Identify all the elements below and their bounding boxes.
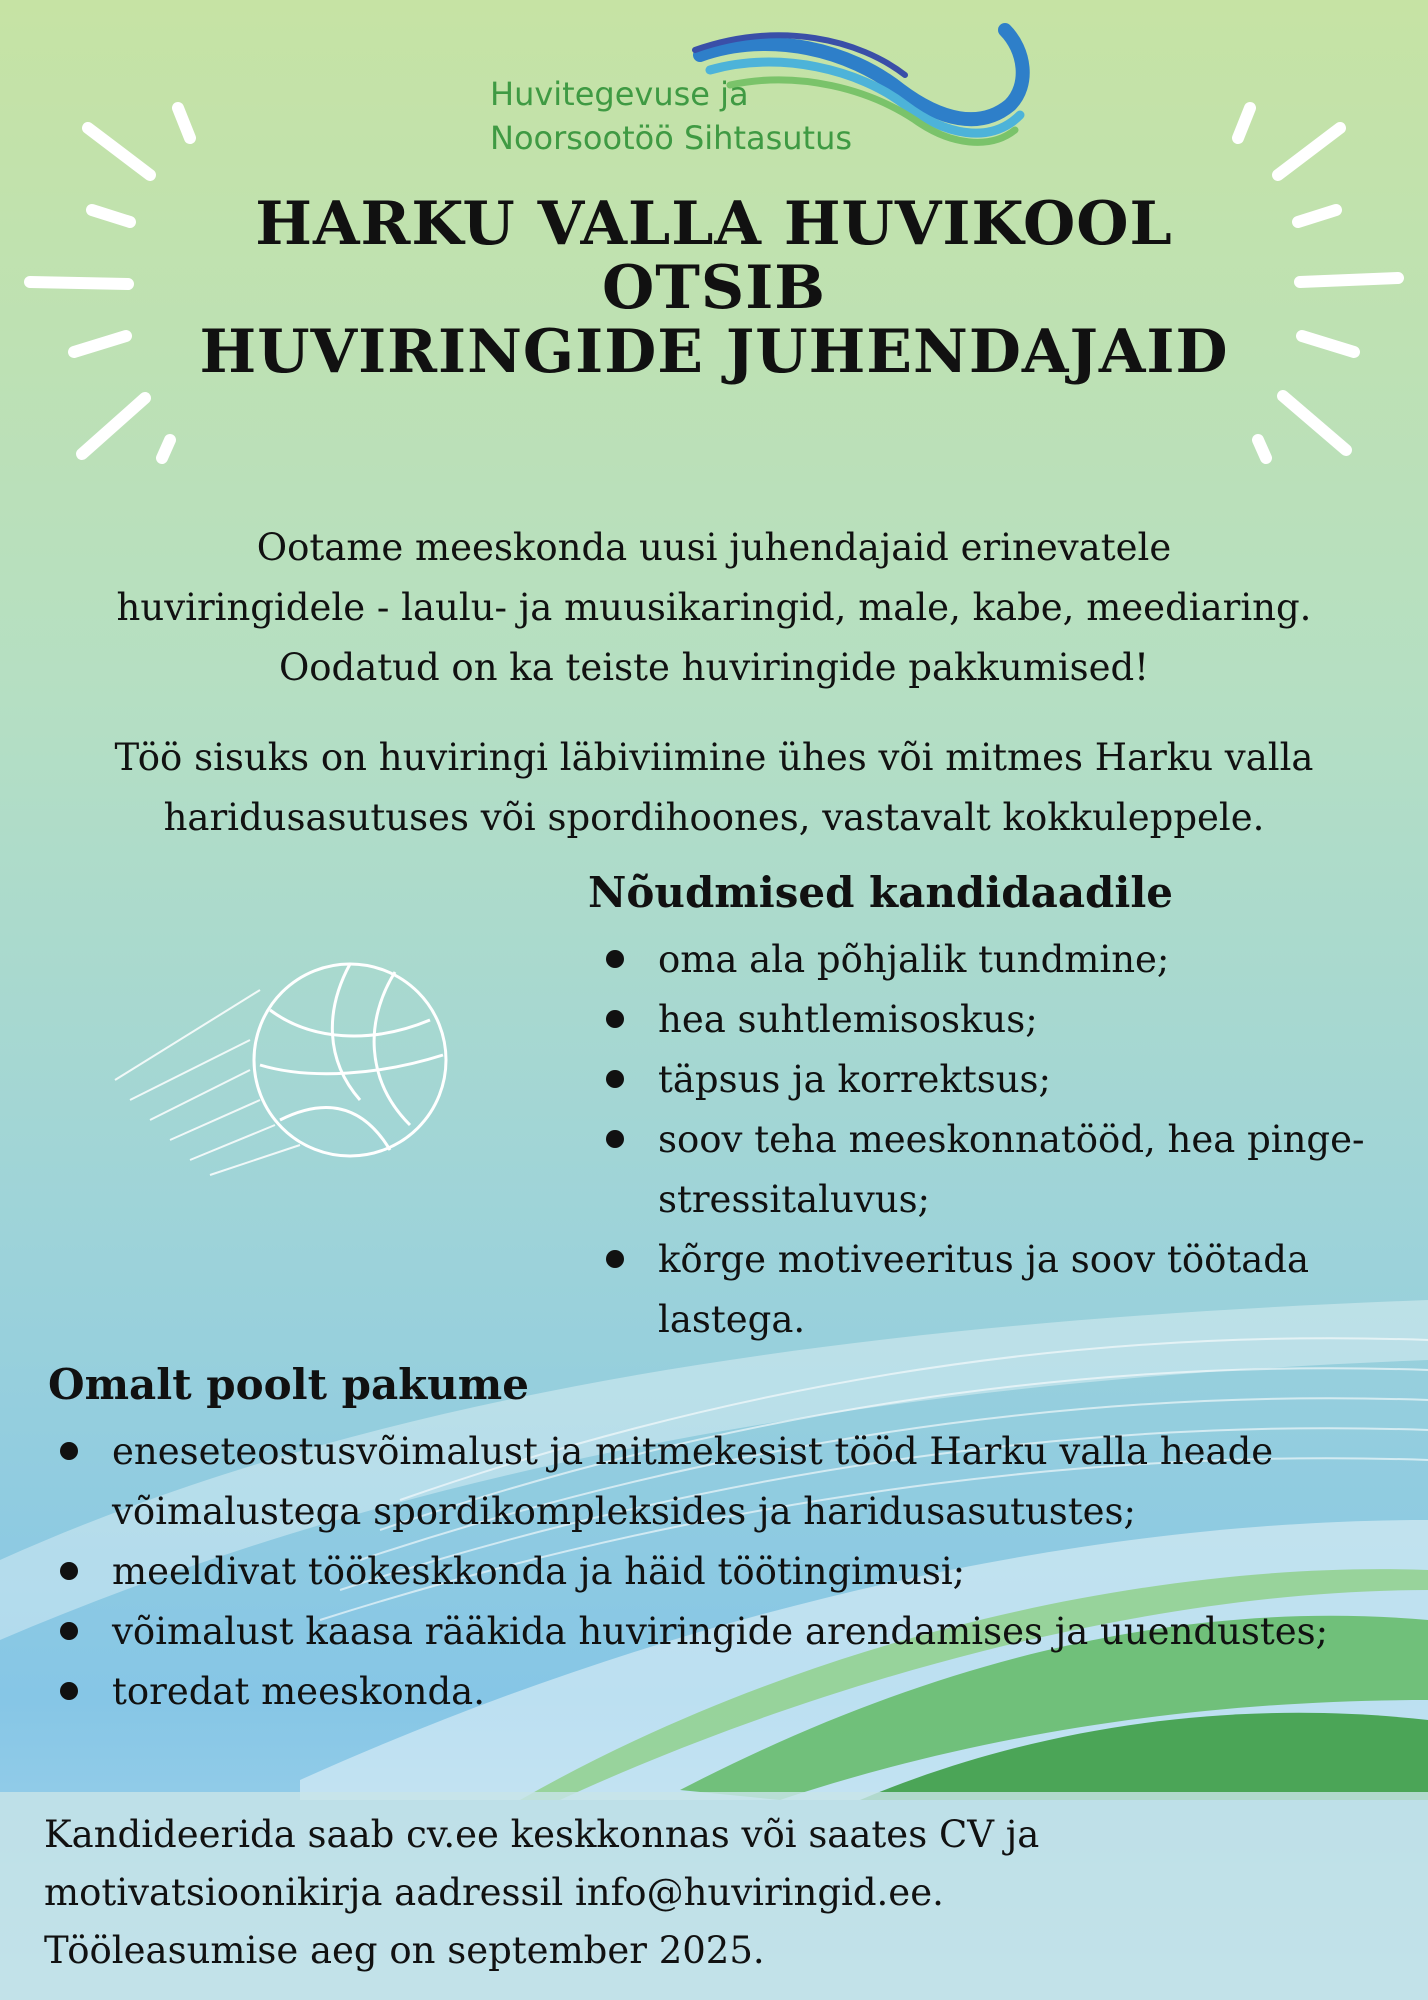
list-item: kõrge motiveeritus ja soov töötada lastega.	[600, 1230, 1420, 1350]
list-item: oma ala põhjalik tundmine;	[600, 930, 1420, 990]
title-line-1: HARKU VALLA HUVIKOOL	[255, 189, 1173, 259]
footer-line-2: motivatsioonikirja aadressil info@huviringid.ee.	[44, 1871, 944, 1914]
list-item: võimalust kaasa rääkida huviringide arendamises ja uuendustes;	[54, 1602, 1394, 1662]
list-item: meeldivat töökeskkonda ja häid töötingimusi;	[54, 1542, 1394, 1602]
work-line-1: Töö sisuks on huviringi läbiviimine ühes või mitmes Harku valla	[114, 736, 1314, 779]
page-title	[100, 189, 1328, 387]
title-line-3: HUVIRINGIDE JUHENDAJAID	[199, 317, 1229, 387]
offer-list	[54, 1422, 1394, 1722]
footer-text	[44, 1806, 1039, 1980]
list-item: eneseteostusvõimalust ja mitmekesist tööd Harku valla heade võimalustega spordikompleksides ja haridusasutustes;	[54, 1422, 1394, 1542]
offer-title: Omalt poolt pakume	[48, 1360, 529, 1409]
title-line-2: OTSIB	[601, 253, 827, 323]
list-item: soov teha meeskonnatööd, hea pinge-stressitaluvus;	[600, 1110, 1420, 1230]
list-item: hea suhtlemisoskus;	[600, 990, 1420, 1050]
logo-line-1: Huvitegevuse ja	[490, 75, 749, 113]
volleyball-icon	[110, 950, 470, 1180]
work-line-2: haridusasutuses või spordihoones, vastavalt kokkuleppele.	[163, 796, 1265, 839]
intro-paragraph	[30, 518, 1398, 698]
footer-line-1: Kandideerida saab cv.ee keskkonnas või saates CV ja	[44, 1813, 1040, 1856]
list-item: toredat meeskonda.	[54, 1662, 1394, 1722]
intro-line-3: Oodatud on ka teiste huviringide pakkumised!	[278, 646, 1150, 689]
work-paragraph	[30, 728, 1398, 848]
intro-line-1: Ootame meeskonda uusi juhendajaid erinevatele	[256, 526, 1172, 569]
requirements-list	[600, 930, 1420, 1350]
requirements-title: Nõudmised kandidaadile	[588, 868, 1174, 917]
list-item: täpsus ja korrektsus;	[600, 1050, 1420, 1110]
logo-line-2: Noorsootöö Sihtasutus	[490, 119, 853, 157]
intro-line-2: huviringidele - laulu- ja muusikaringid, male, kabe, meediaring.	[116, 586, 1312, 629]
footer-line-3: Tööleasumise aeg on september 2025.	[44, 1929, 765, 1972]
